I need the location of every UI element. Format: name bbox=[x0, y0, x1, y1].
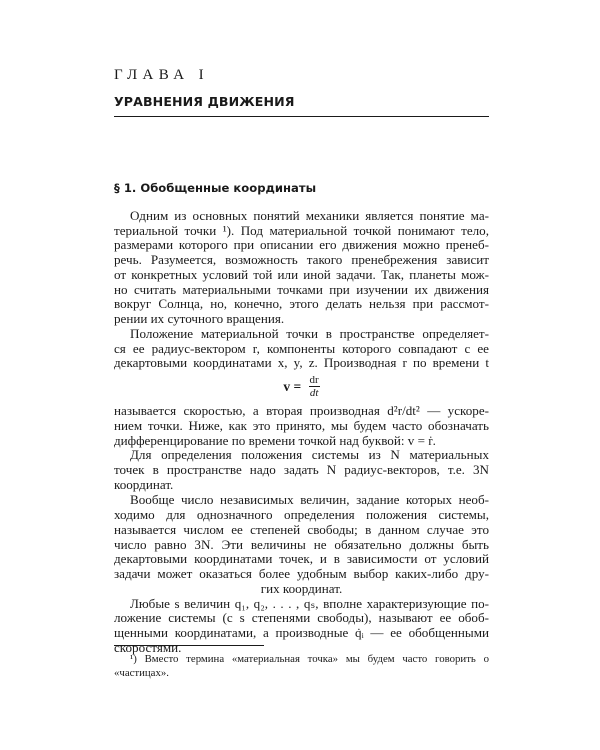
text-line: Любые s величин q₁, q₂, . . . , qₛ, вполне характеризующие по- bbox=[130, 596, 489, 611]
text-line: гих координат. bbox=[260, 581, 343, 596]
text-line: Одним из основных понятий механики является понятие ма- bbox=[130, 208, 489, 223]
formula-fraction bbox=[309, 374, 320, 399]
text-line: вокруг Солнца, но, конечно, этого делать нельзя при рассмот- bbox=[114, 296, 489, 311]
text-line: называется скоростью, а вторая производная d²r/dt² — ускоре- bbox=[114, 403, 489, 418]
velocity-formula bbox=[114, 368, 489, 404]
text-line: ложение системы (с s степенями свободы), называют ее обоб- bbox=[114, 610, 489, 625]
text-line: ся ее радиус-вектором r, компоненты которого совпадают с ее bbox=[114, 341, 489, 356]
footnote-line: «частицах». bbox=[114, 667, 169, 679]
text-line: скоростями. bbox=[114, 640, 182, 655]
text-line: дифференцирование по времени точкой над буквой: v = ṙ. bbox=[114, 433, 436, 448]
text-line: но считать материальными точками при изучении их движения bbox=[114, 282, 489, 297]
text-line: речь. Разумеется, возможность такого пренебрежения зависит bbox=[114, 252, 489, 267]
formula-denominator: dt bbox=[309, 387, 319, 400]
chapter-label: ГЛАВА I bbox=[114, 67, 209, 83]
chapter-rule bbox=[114, 116, 489, 117]
text-line: декартовыми координатами x, y, z. Производная r по времени t bbox=[114, 355, 489, 370]
text-line: Для определения положения системы из N материальных bbox=[130, 447, 489, 462]
text-line: координат. bbox=[114, 477, 174, 492]
text-line: рении их суточного вращения. bbox=[114, 311, 285, 326]
section-title: § 1. Обобщенные координаты bbox=[114, 181, 317, 195]
formula-numerator: dr bbox=[309, 374, 319, 387]
text-line: число равно 3N. Эти величины не обязательно должны быть bbox=[114, 537, 489, 552]
chapter-title: УРАВНЕНИЯ ДВИЖЕНИЯ bbox=[114, 94, 295, 109]
text-line: декартовыми координатами точек, и в зависимости от условий bbox=[114, 551, 489, 566]
text-line: точек в пространстве надо задать N радиус-векторов, т.е. 3N bbox=[114, 462, 489, 477]
text-line: териальной точки ¹). Под материальной точкой понимают тело, bbox=[114, 223, 489, 238]
footnote-line: ¹) Вместо термина «материальная точка» мы будем часто говорить о bbox=[130, 653, 489, 665]
text-line: ходимо для однозначного определения положения системы, bbox=[114, 507, 489, 522]
footnote-rule bbox=[114, 645, 264, 646]
formula-lhs: v = bbox=[283, 378, 302, 394]
text-line: от конкретных условий той или иной задачи. Так, планеты мож- bbox=[114, 267, 489, 282]
text-line: Положение материальной точки в пространстве определяет- bbox=[130, 326, 489, 341]
text-line: размерами которого при описании его движения можно пренеб- bbox=[114, 237, 489, 252]
text-line: называется числом ее степеней свободы; в данном случае это bbox=[114, 522, 489, 537]
page bbox=[114, 0, 489, 750]
text-line: нием точки. Ниже, как это принято, мы будем часто обозначать bbox=[114, 418, 489, 433]
text-line: задачи может оказаться более удобным выбор каких-либо дру- bbox=[114, 566, 489, 581]
text-line: щенными координатами, а производные q̇ᵢ — ее обобщенными bbox=[114, 625, 489, 640]
text-line: Вообще число независимых величин, задание которых необ- bbox=[130, 492, 489, 507]
